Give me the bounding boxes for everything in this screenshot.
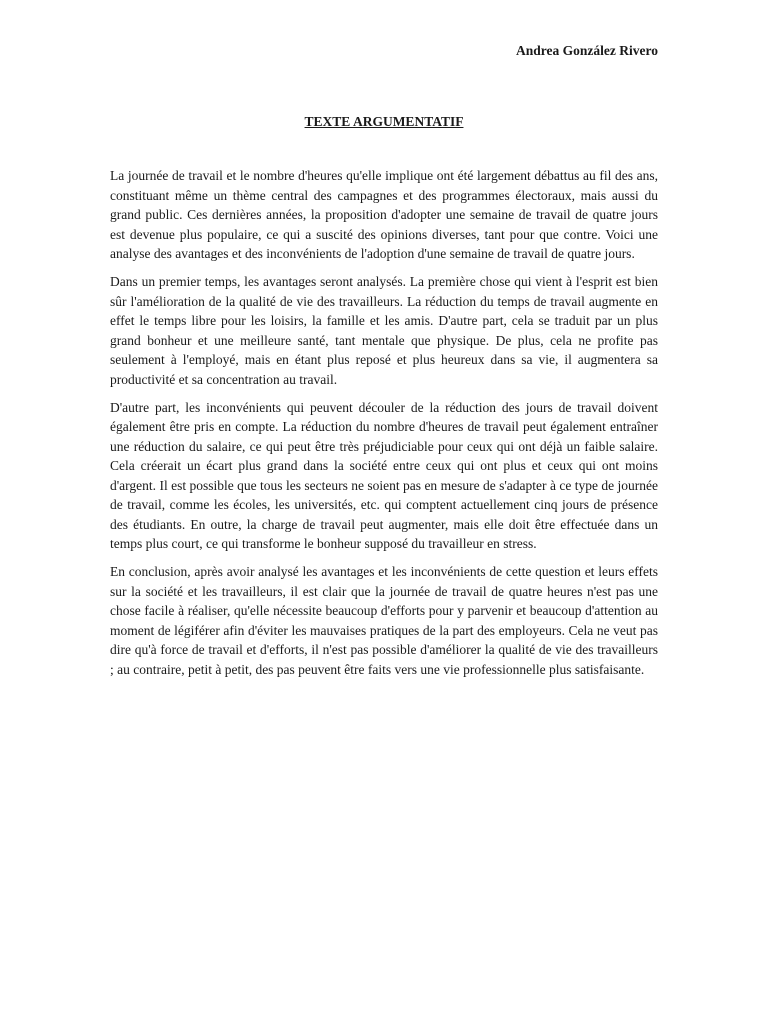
- paragraph-advantages: Dans un premier temps, les avantages seront analysés. La première chose qui vient à l'esprit est bien sûr l'amélioration de la qualité de vie des travailleurs. La réduction du temps de travail augmente en effet le temps libre pour les loisirs, la famille et les amis. D'autre part, cela se traduit par un plus grand bonheur et une meilleure santé, tant mentale que physique. De plus, cela ne profite pas seulement à l'employé, mais en étant plus reposé et plus heureux dans sa vie, il augmentera sa productivité et sa concentration au travail.: [110, 274, 658, 387]
- paragraph-conclusion: En conclusion, après avoir analysé les avantages et les inconvénients de cette question et leurs effets sur la société et les travailleurs, il est clair que la journée de travail de quatre heures n'est pas une chose facile à réaliser, qu'elle nécessite beaucoup d'efforts pour y parvenir et beaucoup d'attention au moment de légiférer afin d'éviter les mauvaises pratiques de la part des employeurs. Cela ne veut pas dire qu'à force de travail et d'efforts, il n'est pas possible d'améliorer la qualité de vie des travailleurs ; au contraire, petit à petit, des pas peuvent être faits vers une vie professionnelle plus satisfaisante.: [110, 564, 658, 677]
- paragraph-disadvantages: D'autre part, les inconvénients qui peuvent découler de la réduction des jours de travail doivent également être pris en compte. La réduction du nombre d'heures de travail peut également entraîner une réduction du salaire, ce qui peut être très préjudiciable pour ceux qui ont déjà un faible salaire. Cela créerait un écart plus grand dans la société entre ceux qui ont plus et ceux qui ont moins d'argent. Il est possible que tous les secteurs ne soient pas en mesure de s'adapter à ce type de journée de travail, comme les écoles, les universités, etc. qui comptent actuellement cinq jours de présence des étudiants. En outre, la charge de travail peut augmenter, mais elle doit être effectuée dans un temps plus court, ce qui transforme le bonheur supposé du travailleur en stress.: [110, 399, 658, 551]
- document-body: [110, 166, 658, 688]
- author-name: Andrea González Rivero: [516, 43, 658, 58]
- paragraph-introduction: La journée de travail et le nombre d'heures qu'elle implique ont été largement débattus au fil des ans, constituant même un thème central des campagnes et des programmes électoraux, mais aussi du grand public. Ces dernières années, la proposition d'adopter une semaine de travail de quatre jours est devenue plus populaire, ce qui a suscité des opinions diverses, tant pour que contre. Voici une analyse des avantages et des inconvénients de l'adoption d'une semaine de travail de quatre jours.: [110, 168, 658, 261]
- document-title: TEXTE ARGUMENTATIF: [304, 114, 464, 129]
